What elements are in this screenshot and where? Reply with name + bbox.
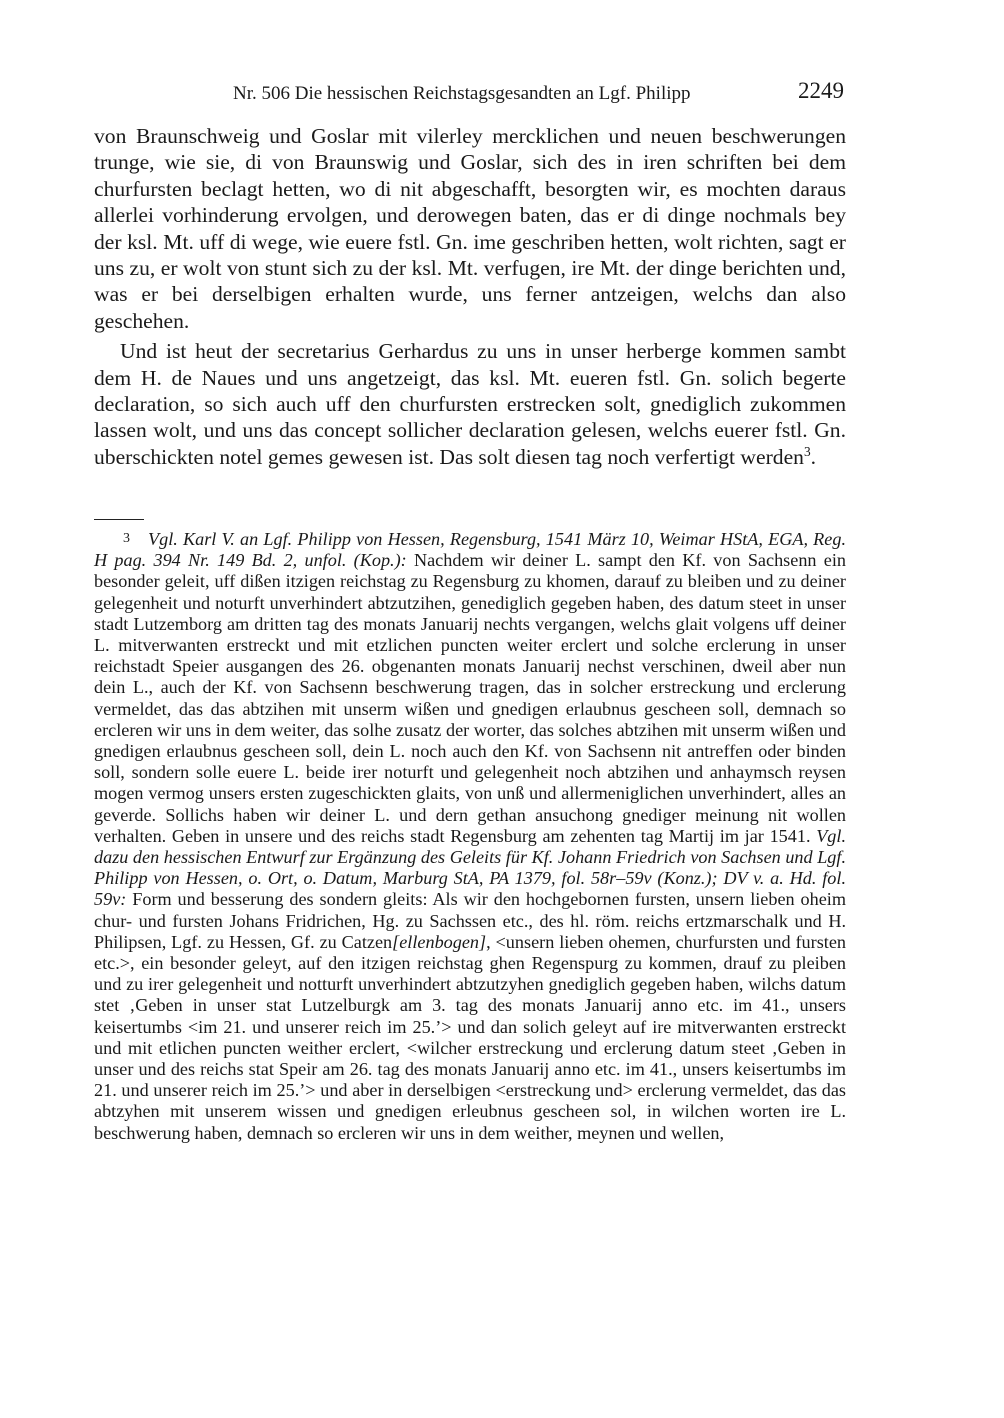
paragraph-2-text: Und ist heut der secretarius Gerhardus zu uns in unser herberge kommen sambt dem H. de Naues und uns angetzeigt, das ksl. Mt. eueren fstl. Gn. solich begerte declaration, so sich auch uff den churfursten erstrecken solt, gnediglich zukommen lassen wolt, und uns das concept sollicher declaration gelesen, welchs euerer fstl. Gn. uberschickten notel gemes gewesen ist. Das solt diesen tag noch verfertigt werden (94, 339, 846, 469)
main-text (94, 123, 846, 470)
footnote-quote-3: , <unsern lieben ohemen, churfursten und fursten etc.>, ein besonder geleyt, auf den itzigen reichstag ghen Regenspurg zu kommen, drauf zu pleiben und zu irer gelegenheit und notturft unverhindert abtzutzyhen gnediglich gegeben haben, wilchs datum stet ‚Geben in unser stat Lutzelburgk am 3. tag des monats Januarij anno etc. im 41., unsers keisertumbs <im 21. und unserer reich im 25.’> und dan solich geleyt auf ire mitverwanten erstreckt und mit etlichen puncten weither erclert, <wilcher erstreckung und erclerung datum steet ‚Geben in unser und des reichs stat Speir am 26. tag des monats Januarij anno etc. im 41., unsers keisertumbs im 21. und unserer reich im 25.’> und aber in derselbigen <erstreckung und> erclerung vermeldet, das das abtzyhen mit unserem wissen und gnedigen erleubnus gescheen sol, in wilchen worten ire L. beschwerung haben, demnach so ercleren wir uns in dem weither, meynen und wellen, (94, 931, 846, 1143)
footnote-quote-2: Form und besserung des sondern gleits: Als wir den hochgebornen fursten, unsern lieben oheim chur- und fursten Johans Fridrichen, Hg. zu Sachssen etc., des hl. röm. reichs ertzmarschalk und H. Philipsen, Lgf. zu Hessen, Gf. zu Catzen (94, 889, 846, 952)
page-number: 2249 (798, 78, 844, 103)
running-header (94, 78, 846, 106)
footnote-number: 3 (123, 531, 130, 546)
footnote-citation-2: Vgl. dazu den hessischen Entwurf zur Ergänzung des Geleits für Kf. Johann Friedrich von Sachsen und Lgf. Philipp von Hessen, o. Ort, o. Datum, Marburg StA, PA 1379, fol. 58r–59v (Konz.); DV v. a. Hd. fol. 59v: (94, 825, 846, 910)
footnote-divider (94, 519, 144, 520)
paragraph-2 (94, 338, 846, 470)
paragraph-1: von Braunschweig und Goslar mit vilerley mercklichen und neuen beschwerungen trunge, wie sie, di von Braunswig und Goslar, sich des in iren schriften bei dem churfursten beclagt hetten, wo di nit abgeschafft, besorgten wir, es mochten daraus allerlei vorhinderung ervolgen, und derowegen baten, das er di dinge nochmals bey der ksl. Mt. uff di wege, wie euere fstl. Gn. ime geschriben hetten, wolt richten, sagt er uns zu, er wolt von stunt sich zu der ksl. Mt. verfugen, ire Mt. der dinge berichten und, was er bei derselbigen erhalten wurde, uns ferner antzeigen, welchs dan also geschehen. (94, 124, 846, 333)
footnotes (94, 528, 846, 1144)
footnote-citation-1: Vgl. Karl V. an Lgf. Philipp von Hessen, Regensburg, 1541 März 10, Weimar HStA, EGA, Reg. H pag. 394 Nr. 149 Bd. 2, unfol. (Kop.): (94, 529, 846, 571)
footnote-quote-1: Nachdem wir deiner L. sampt den Kf. von Sachsenn ein besonder geleit, uff dißen itzigen reichstag zu Regensburg zu khomen, darauf zu bleiben und zu deiner gelegenheit und noturft unverhindert abtzutzihen, genediglich gegeben haben, des datum steet in unser stadt Lutzemborg am dritten tag des monats Januarij nechts vergangen, welchs glait volgens uff deiner L. mitverwanten erstreckt und mit etzlichen puncten weiter erclert und solche erclerung in unser reichstadt Speier ausgangen des 26. obgenanten monats Januarij nechst verschinen, dweil aber nun dein L., auch der Kf. von Sachsenn beschwerung tragen, das in solcher erstreckung und erclerung vermeldet, das das abtzihen mit unserm wißen und gnedigen erlaubnus gescheen soll, demnach so ercleren wir uns in dem weiter, das solhe zusatz der worter, das solches abtzihen mit unserm wißen und gnedigen erlaubnus gescheen soll, dein L. noch auch den Kf. von Sachsenn nit antreffen oder binden soll, sondern solle euere L. beide irer noturft und gelegenheit noch abtzihen und anhaymsch reysen mogen vermog unsers ersten zugeschickten glaits, von unß und allermeniglichen unverhindert, alles an geverde. Sollichs haben wir deiner L. und dern gethan ansuchong gnediger meinung nit wollen verhalten. Geben in unsere und des reichs stadt Regensburg am zehenten tag Martij im jar 1541. (94, 550, 846, 846)
footnote-3 (94, 528, 846, 1144)
header-title: Nr. 506 Die hessischen Reichstagsgesandten an Lgf. Philipp (233, 83, 691, 104)
footnote-editorial-insert: [ellenbogen] (392, 931, 487, 952)
footnote-reference[interactable]: 3 (803, 443, 811, 459)
paragraph-2-end: . (810, 444, 817, 469)
